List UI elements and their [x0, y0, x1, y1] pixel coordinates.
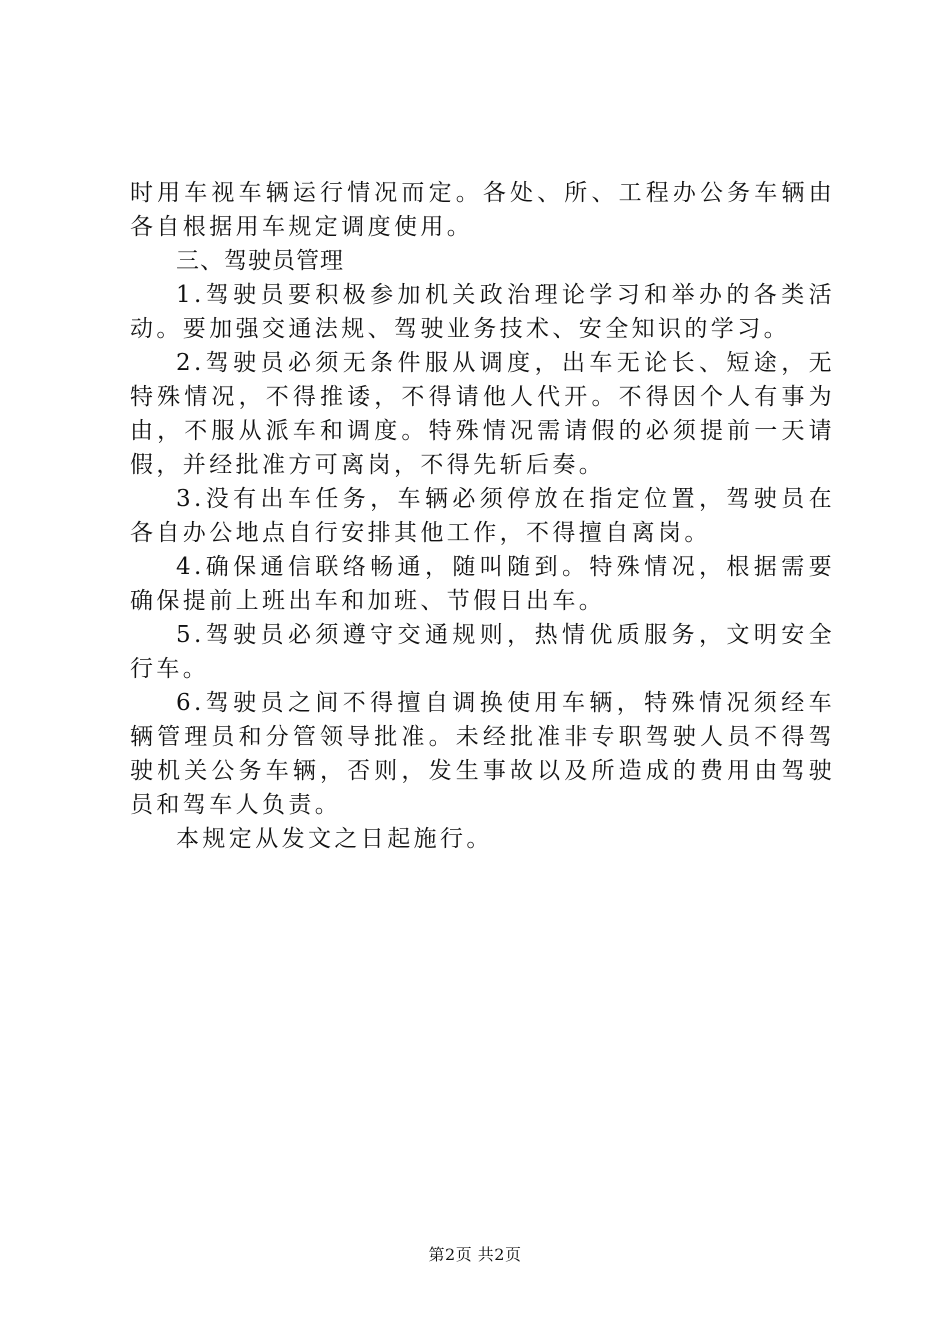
paragraph-effective-date: 本规定从发文之日起施行。 — [176, 826, 493, 852]
paragraph-continuation: 时用车视车辆运行情况而定。各处、所、工程办公务车辆由各自根据用车规定调度使用。 — [130, 180, 835, 240]
paragraph-item-5: 5.驾驶员必须遵守交通规则，热情优质服务，文明安全行车。 — [130, 622, 835, 682]
page-number-footer: 第2页 共2页 — [428, 1245, 522, 1264]
paragraph-item-1: 1.驾驶员要积极参加机关政治理论学习和举办的各类活动。要加强交通法规、驾驶业务技术、安全知识的学习。 — [130, 282, 835, 342]
document-body — [130, 176, 835, 856]
paragraph-item-2: 2.驾驶员必须无条件服从调度，出车无论长、短途，无特殊情况，不得推诿，不得请他人代开。不得因个人有事为由，不服从派车和调度。特殊情况需请假的必须提前一天请假，并经批准方可离岗，不得先斩后奏。 — [130, 350, 835, 478]
paragraph-item-4: 4.确保通信联络畅通，随叫随到。特殊情况，根据需要确保提前上班出车和加班、节假日出车。 — [130, 554, 835, 614]
paragraph-item-3: 3.没有出车任务，车辆必须停放在指定位置，驾驶员在各自办公地点自行安排其他工作，不得擅自离岗。 — [130, 486, 835, 546]
paragraph-item-6: 6.驾驶员之间不得擅自调换使用车辆，特殊情况须经车辆管理员和分管领导批准。未经批准非专职驾驶人员不得驾驶机关公务车辆，否则，发生事故以及所造成的费用由驾驶员和驾车人负责。 — [130, 690, 835, 818]
section-heading-driver-management: 三、驾驶员管理 — [176, 248, 344, 274]
